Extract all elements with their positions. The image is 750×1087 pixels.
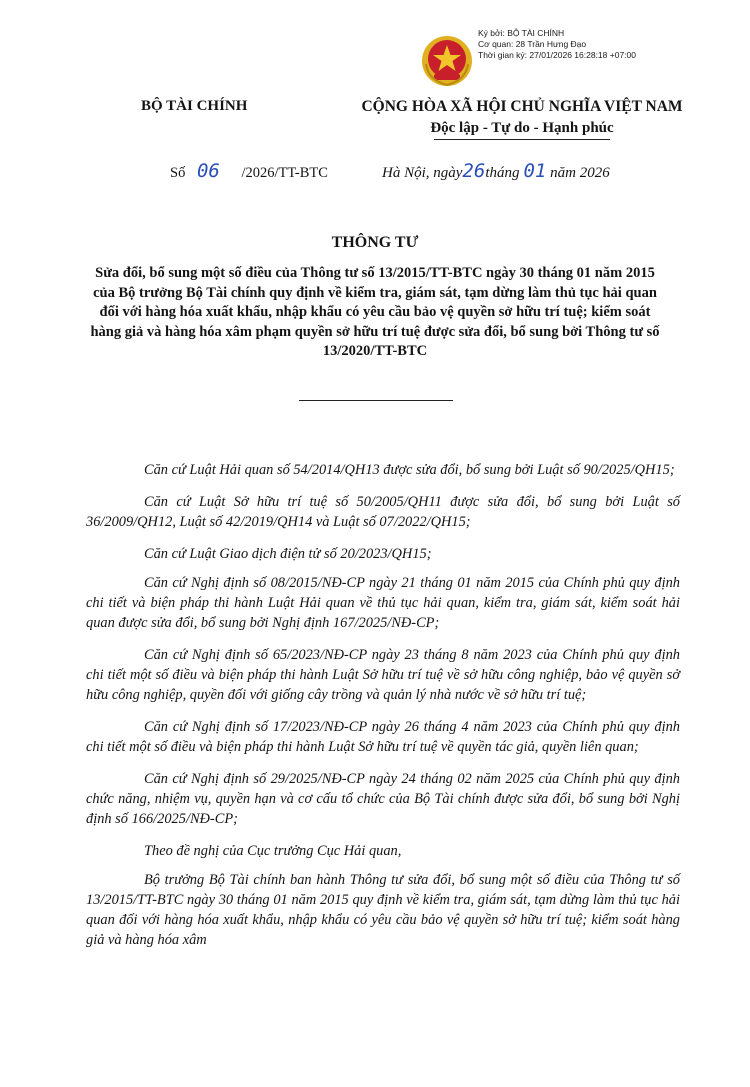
document-title: THÔNG TƯ	[331, 234, 419, 251]
preamble-paragraph: Căn cứ Nghị định số 17/2023/NĐ-CP ngày 26 tháng 4 năm 2023 của Chính phủ quy định chi tiết một số điều và biện pháp thi hành Luật Sở hữu trí tuệ về quyền tác giả, quyền liên quan;	[86, 719, 680, 755]
number-suffix: /2026/TT-BTC	[241, 165, 328, 181]
issue-date	[382, 160, 610, 182]
preamble-paragraph: Căn cứ Luật Hải quan số 54/2014/QH13 được sửa đổi, bổ sung bởi Luật số 90/2025/QH15;	[144, 462, 675, 478]
date-prefix: Hà Nội, ngày	[382, 165, 463, 181]
document-subtitle: Sửa đổi, bổ sung một số điều của Thông tư số 13/2015/TT-BTC ngày 30 tháng 01 năm 2015 của Bộ trưởng Bộ Tài chính quy định về kiểm tra, giám sát, tạm dừng làm thủ tục hải quan đối với hàng hóa xuất khẩu, nhập khẩu có yêu cầu bảo vệ quyền sở hữu trí tuệ; kiểm soát hàng giả và hàng hóa xâm phạm quyền sở hữu trí tuệ được sửa đổi, bổ sung bởi Thông tư số 13/2020/TT-BTC	[90, 265, 660, 359]
enactment-paragraph: Bộ trưởng Bộ Tài chính ban hành Thông tư sửa đổi, bổ sung một số điều của Thông tư số 13/2015/TT-BTC ngày 30 tháng 01 năm 2015 quy định về kiểm tra, giám sát, tạm dừng làm thủ tục hải quan đối với hàng hóa xuất khẩu, nhập khẩu có yêu cầu bảo vệ quyền sở hữu trí tuệ; kiểm soát hàng giả và hàng hóa xâm	[86, 872, 680, 948]
preamble-paragraph: Căn cứ Nghị định số 08/2015/NĐ-CP ngày 21 tháng 01 năm 2015 của Chính phủ quy định chi tiết và biện pháp thi hành Luật Hải quan về thủ tục hải quan, kiểm tra, giám sát, kiểm soát hải quan được sửa đổi, bổ sung bởi Nghị định 167/2025/NĐ-CP;	[86, 575, 680, 631]
preamble-paragraph: Căn cứ Nghị định số 65/2023/NĐ-CP ngày 23 tháng 8 năm 2023 của Chính phủ quy định chi tiết một số điều và biện pháp thi hành Luật Sở hữu trí tuệ về sở hữu công nghiệp, bảo vệ quyền sở hữu công nghiệp, quyền đối với giống cây trồng và quản lý nhà nước về sở hữu trí tuệ;	[86, 647, 680, 703]
preamble-paragraph: Theo đề nghị của Cục trưởng Cục Hải quan,	[144, 843, 402, 859]
preamble-paragraph: Căn cứ Luật Giao dịch điện tử số 20/2023/QH15;	[144, 546, 432, 562]
digital-signature	[420, 28, 720, 98]
nation-name: CỘNG HÒA XÃ HỘI CHỦ NGHĨA VIỆT NAM	[361, 98, 683, 115]
preamble-paragraph: Căn cứ Luật Sở hữu trí tuệ số 50/2005/QH11 được sửa đổi, bổ sung bởi Luật số 36/2009/QH12, Luật số 42/2019/QH14 và Luật số 07/2022/QH15;	[86, 494, 680, 530]
day-handwritten: 26	[462, 160, 486, 182]
number-handwritten: 06	[196, 160, 220, 182]
signature-time: Thời gian ký: 27/01/2026 16:28:18 +07:00	[478, 50, 636, 60]
title-underline	[299, 400, 453, 401]
preamble-paragraph: Căn cứ Nghị định số 29/2025/NĐ-CP ngày 24 tháng 02 năm 2025 của Chính phủ quy định chức năng, nhiệm vụ, quyền hạn và cơ cấu tổ chức của Bộ Tài chính được sửa đổi, bổ sung bởi Nghị định số 166/2025/NĐ-CP;	[86, 771, 680, 827]
number-prefix: Số	[170, 165, 186, 181]
national-header	[336, 98, 708, 140]
state-emblem-icon	[420, 34, 474, 88]
month-word: tháng	[485, 165, 520, 181]
month-handwritten: 01	[523, 160, 547, 182]
nation-motto: Độc lập - Tự do - Hạnh phúc	[430, 120, 614, 136]
document-number	[170, 160, 328, 182]
document-body	[86, 460, 680, 962]
issuing-agency: BỘ TÀI CHÍNH	[141, 98, 248, 114]
signature-signer: Ký bởi: BỘ TÀI CHÍNH	[478, 28, 565, 38]
motto-underline	[434, 139, 610, 140]
year-text: năm 2026	[550, 165, 610, 181]
signature-org: Cơ quan: 28 Trần Hưng Đạo	[478, 39, 587, 49]
